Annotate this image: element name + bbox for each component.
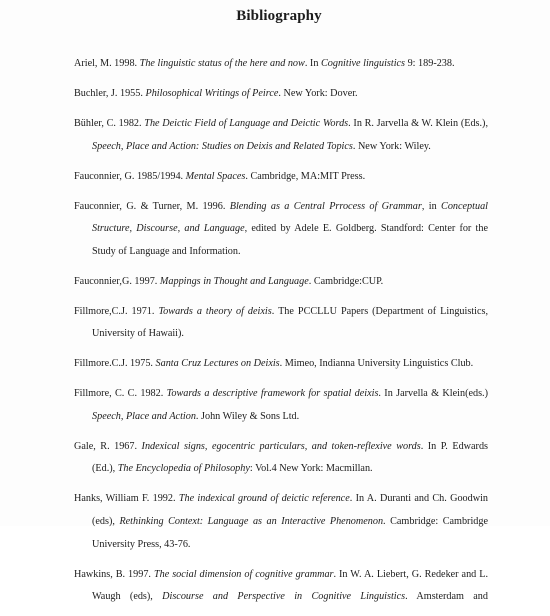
bibliography-entry xyxy=(74,53,488,76)
entry-text: : Vol.4 New York: Macmillan. xyxy=(249,463,373,475)
entry-title-text: Discourse and Perspective in Cognitive Linguistics xyxy=(162,591,406,603)
bibliography-entry xyxy=(74,196,488,264)
entry-title-text: Indexical signs, egocentric particulars, and token-reflexive words xyxy=(141,440,421,452)
bibliography-entry xyxy=(74,271,488,294)
entry-title-text: Philosophical Writings of Peirce xyxy=(145,87,279,99)
entry-title-text: The social dimension of cognitive grammar xyxy=(153,568,334,580)
bibliography-list xyxy=(74,53,488,616)
entry-text: Fillmore.C.J. 1975. xyxy=(74,358,156,370)
bibliography-entry xyxy=(74,301,488,346)
entry-text: , edited by Adele E. Goldberg. Standford: Center for the Study of Language and Information. xyxy=(92,223,488,257)
entry-text: . In W. A. Liebert, G. Redeker and L. Waugh (eds), xyxy=(92,568,489,603)
bibliography-entry xyxy=(74,166,488,189)
bibliography-entry xyxy=(74,383,488,428)
entry-text: Buchler, J. 1955. xyxy=(74,87,146,99)
entry-text: . In P. Edwards (Ed.), xyxy=(92,440,488,475)
entry-title-text: The Deictic Field of Language and Deictic Words xyxy=(144,117,349,129)
bibliography-entry xyxy=(74,83,488,106)
entry-title-text: Speech, Place and Action xyxy=(92,410,196,422)
entry-text: . John Wiley & Sons Ltd. xyxy=(195,410,300,422)
entry-text: Hanks, William F. 1992. xyxy=(74,493,179,505)
entry-title-text: Towards a theory of deixis xyxy=(158,305,272,317)
entry-text: . New York: Wiley. xyxy=(352,140,431,152)
entry-title-text: Speech, Place and Action: Studies on Deixis and Related Topics xyxy=(92,140,353,152)
entry-text: Hawkins, B. 1997. xyxy=(74,568,154,580)
entry-text: Fauconnier,G. 1997. xyxy=(74,275,160,287)
entry-title-text: Cognitive linguistics xyxy=(320,58,406,69)
entry-title-text: The indexical ground of deictic reference xyxy=(178,493,350,505)
entry-text: Fillmore, C. C. 1982. xyxy=(74,388,167,400)
entry-text: Bühler, C. 1982. xyxy=(74,117,145,129)
entry-title-text: Conceptual Structure, Discourse, and Language xyxy=(92,200,488,235)
entry-text: . In A. Duranti and Ch. Goodwin (eds), xyxy=(92,493,489,527)
entry-title-text: Rethinking Context: Language as an Interactive Phenomenon xyxy=(119,516,384,527)
bibliography-entry xyxy=(74,488,488,556)
entry-title-text: Santa Cruz Lectures on Deixis xyxy=(155,358,280,370)
entry-text: . The PCCLLU Papers (Department of Linguistics, University of Hawaii). xyxy=(92,305,488,340)
entry-text: Ariel, M. 1998. xyxy=(74,58,140,69)
page-title: Bibliography xyxy=(236,8,322,24)
entry-text: . Cambridge, MA:MIT Press. xyxy=(245,170,366,182)
bibliography-entry xyxy=(74,436,488,481)
entry-text: , in xyxy=(421,200,442,212)
entry-text: Gale, R. 1967. xyxy=(74,440,142,452)
entry-text: . In R. Jarvella & W. Klein (Eds.), xyxy=(348,117,488,129)
bibliography-entry xyxy=(74,564,488,609)
entry-text: Fillmore,C.J. 1971. xyxy=(74,305,159,317)
entry-text: . Amsterdam and xyxy=(405,591,488,603)
entry-title-text: The linguistic status of the here and now xyxy=(139,58,305,69)
entry-text: . New York: Dover. xyxy=(278,87,358,99)
entry-text: Fauconnier, G. & Turner, M. 1996. xyxy=(74,200,230,212)
entry-title-text: Mappings in Thought and Language xyxy=(159,275,309,287)
entry-text: . Mimeo, Indianna University Linguistics Club. xyxy=(279,358,474,370)
entry-title-text: Towards a descriptive framework for spatial deixis xyxy=(166,388,379,400)
entry-text: . In xyxy=(304,58,321,69)
entry-text: Fauconnier, G. 1985/1994. xyxy=(74,170,186,182)
entry-text: . Cambridge: Cambridge University Press, 43-76. xyxy=(92,516,488,550)
bibliography-entry xyxy=(74,113,488,158)
entry-title-text: The Encyclopedia of Philosophy xyxy=(117,463,250,475)
entry-text: . Cambridge:CUP. xyxy=(308,275,384,287)
bibliography-entry xyxy=(74,353,488,376)
entry-text: . In Jarvella & Klein(eds.) xyxy=(378,388,488,400)
entry-text: 9: 189-238. xyxy=(405,58,455,69)
entry-title-text: Mental Spaces xyxy=(185,170,246,182)
entry-title-text: Blending as a Central Prrocess of Grammar xyxy=(229,200,422,212)
